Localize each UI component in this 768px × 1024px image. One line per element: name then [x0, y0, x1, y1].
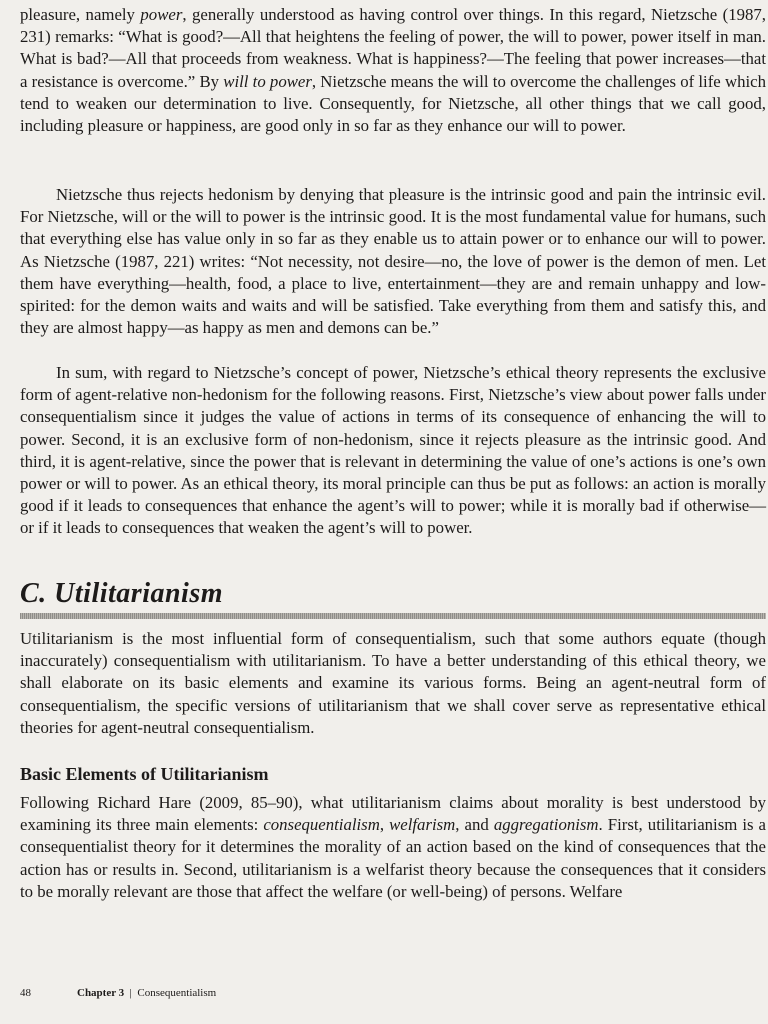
paragraph-text: , generally understood as having control over things. In this regard, Nietzsche (1987, 231) remarks: “What is good?—All that heightens the feeling of power, the will to power, power itself in man. What is bad?—All that proceeds from weakness. What is happiness?—The feeling that power increases—that a resistance is overcome.” By	[20, 5, 766, 91]
emphasized-term: aggregationism	[493, 815, 599, 835]
paragraph-text: . First, utilitarianism is a consequentialist theory for it determines the morality of an action based on the kind of consequences that the action has or results in. Second, utilitarianism is a welfarist theory because the consequences that it considers to be morally relevant are those that affect the welfare (or well-being) of persons. Welfare	[20, 815, 767, 901]
section-heading: C. Utilitarianism	[20, 578, 223, 609]
paragraph-text: Following Richard Hare (2009, 85–90), what utilitarianism claims about morality is best understood by examining its three main elements:	[20, 793, 766, 835]
chapter-label: Chapter 3	[77, 987, 125, 999]
body-paragraph: In sum, with regard to Nietzsche’s concept of power, Nietzsche’s ethical theory represents the exclusive form of agent-relative non-hedonism for the following reasons. First, Nietzsche’s view about power falls under consequentialism since it judges the value of actions in terms of its consequence of enhancing the will to power. Second, it is an exclusive form of non-hedonism, since it rejects pleasure as the intrinsic good. And third, it is agent-relative, since the power that is relevant in determining the value of one’s actions is one’s own power or will to power. As an ethical theory, its moral principle can thus be put as follows: an action is morally good if it leads to consequences that enhance the agent’s will to power; while it is morally bad if otherwise—or if it leads to consequences that weaken the agent’s will to power.	[20, 363, 766, 538]
footer-separator: |	[129, 987, 132, 999]
section-divider	[20, 613, 766, 619]
chapter-title: Consequentialism	[137, 987, 217, 999]
body-paragraph	[20, 792, 766, 903]
body-paragraph	[20, 4, 766, 137]
subsection-heading: Basic Elements of Utilitarianism	[20, 764, 269, 784]
body-paragraph: Utilitarianism is the most influential form of consequentialism, such that some authors equate (though inaccurately) consequentialism with utilitarianism. To have a better understanding of this ethical theory, we shall elaborate on its basic elements and examine its various forms. Being an agent-neutral form of consequentialism, the specific versions of utilitarianism that we shall cover serve as representative ethical theories for agent-neutral consequentialism.	[20, 629, 766, 737]
paragraph-text: ,	[379, 815, 390, 835]
paragraph-text: , Nietzsche means the will to overcome the challenges of life which tend to weaken our determination to live. Consequently, for Nietzsche, all other things that we call good, including pleasure or happiness, are good only in so far as they enhance our will to power.	[20, 71, 766, 136]
emphasized-term: consequentialism	[263, 815, 380, 835]
page-number: 48	[20, 987, 31, 999]
emphasized-term: welfarism	[389, 815, 456, 835]
emphasized-term: power	[140, 5, 183, 24]
document-page	[20, 0, 766, 1024]
paragraph-text: , and	[455, 815, 494, 835]
emphasized-term: will to power	[223, 71, 312, 91]
running-footer	[77, 986, 216, 1000]
paragraph-text: pleasure, namely	[20, 5, 141, 24]
body-paragraph: Nietzsche thus rejects hedonism by denying that pleasure is the intrinsic good and pain the intrinsic evil. For Nietzsche, will or the will to power is the intrinsic good. It is the most fundamental value for humans, such that everything else has value only in so far as they enable us to attain power or to enhance our will to power. As Nietzsche (1987, 221) writes: “Not necessity, not desire—no, the love of power is the demon of men. Let them have everything—health, food, a place to live, entertainment—they are and remain unhappy and low-spirited: for the demon waits and waits and will be satisfied. Take everything from them and satisfy this, and they are almost happy—as happy as men and demons can be.”	[20, 185, 766, 338]
